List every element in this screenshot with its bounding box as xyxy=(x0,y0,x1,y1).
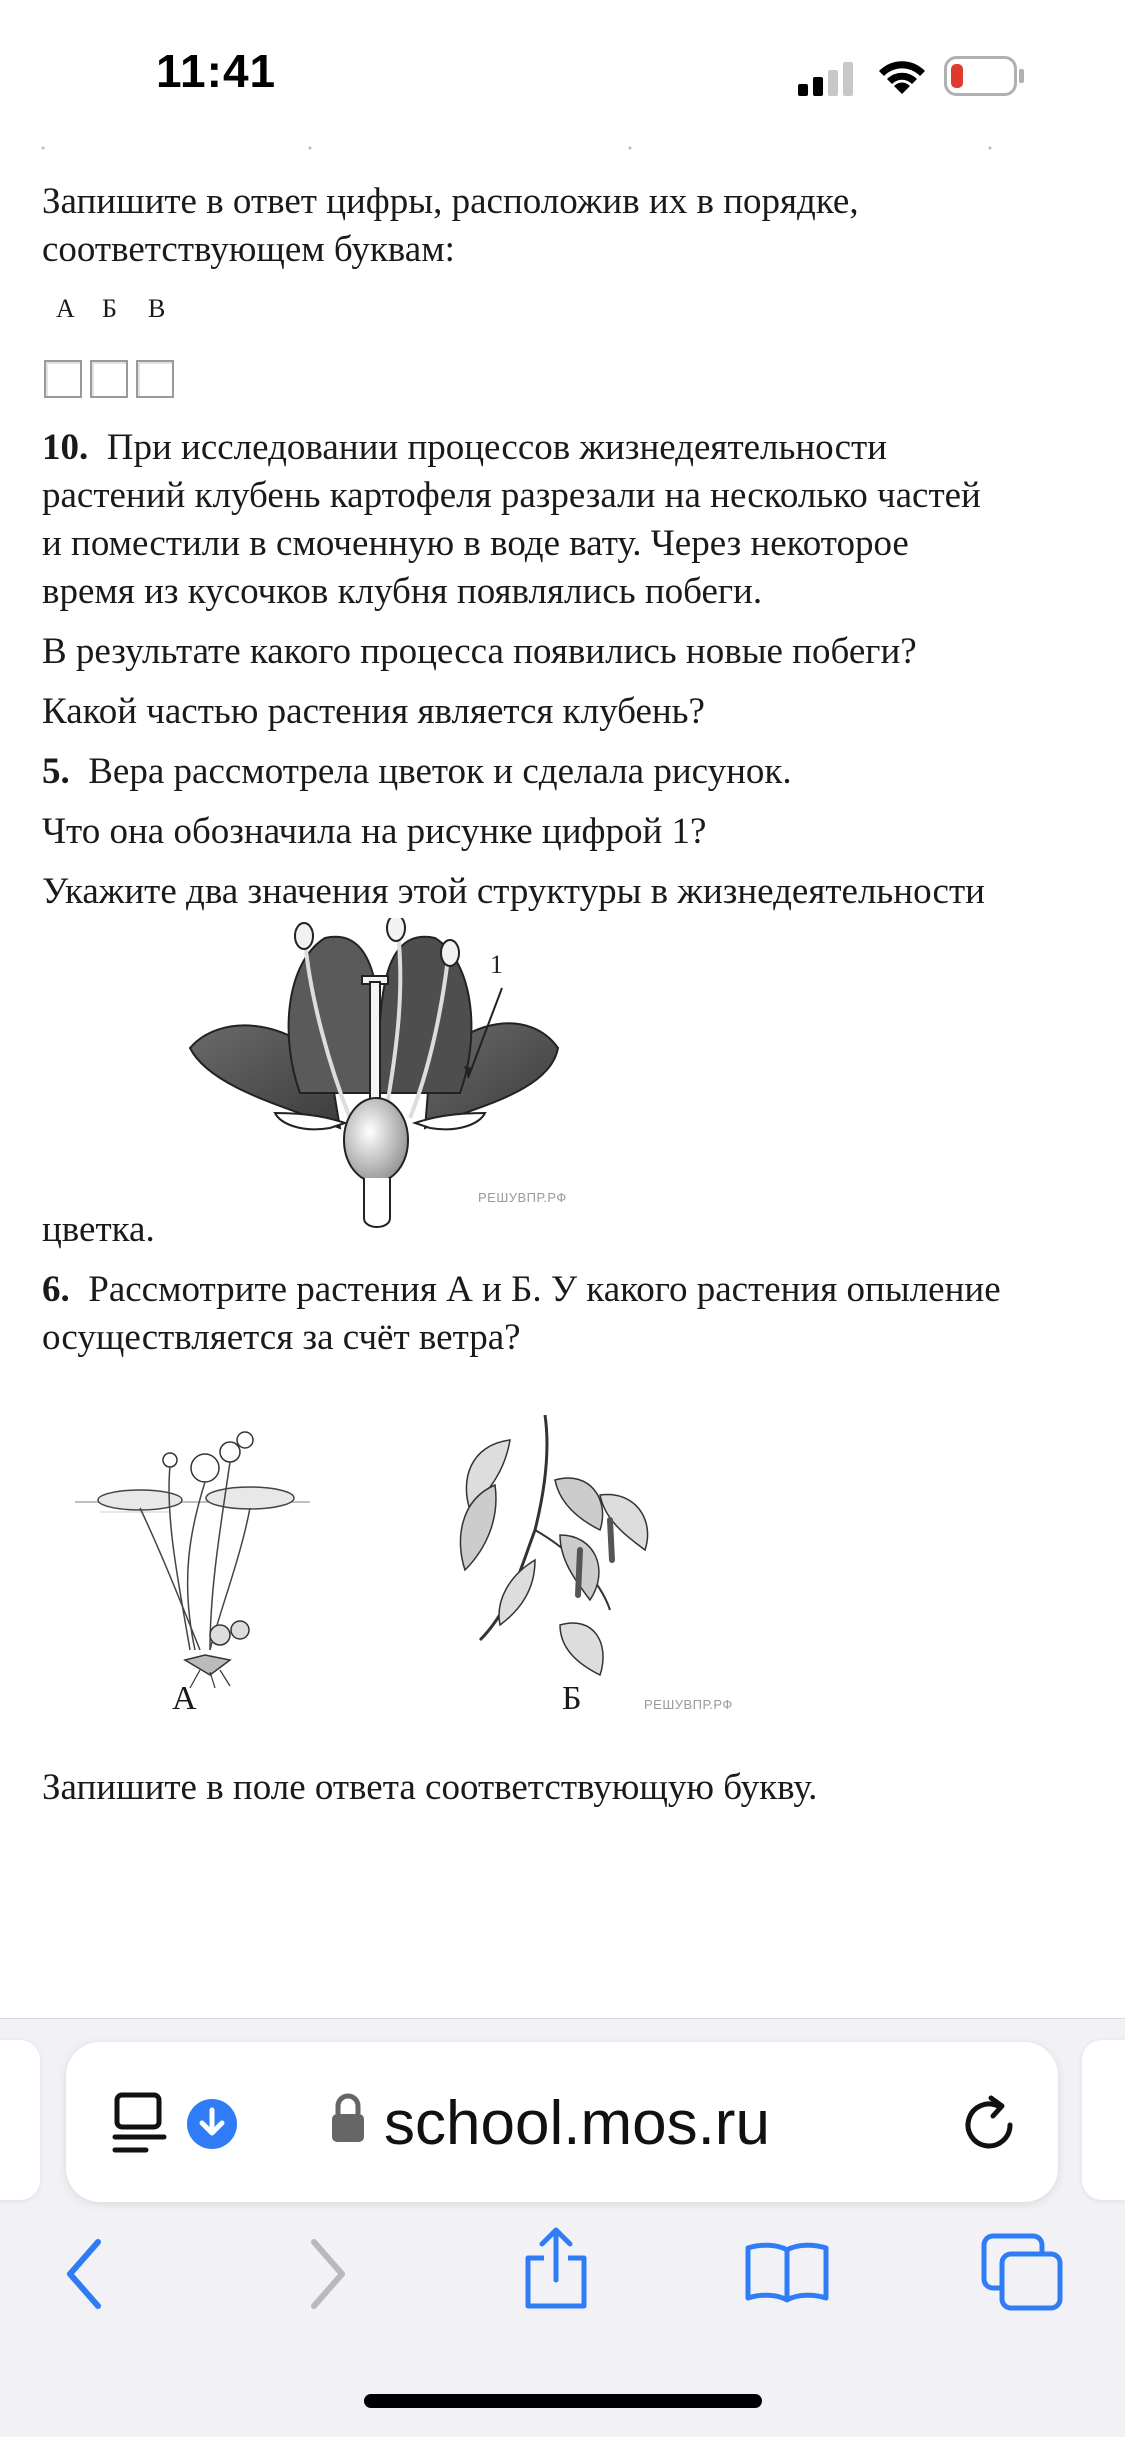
signal-icon xyxy=(798,62,854,96)
q5-question-2-end: цветка. xyxy=(42,1209,155,1250)
battery-low-icon xyxy=(944,56,1026,96)
download-icon[interactable] xyxy=(186,2098,238,2150)
q6-instruction: Запишите в поле ответа соответствующую букву. xyxy=(42,1767,818,1808)
q10-line-4: время из кусочков клубня появлялись побеги. xyxy=(42,571,763,612)
forward-icon[interactable] xyxy=(308,2238,348,2310)
q5-text: 5. Вера рассмотрела цветок и сделала рисунок. xyxy=(42,751,792,792)
answer-letter-b: Б xyxy=(102,294,117,323)
plant-a-waterlily xyxy=(70,1420,330,1690)
ovary xyxy=(344,1098,408,1182)
q5-number: 5. xyxy=(42,751,70,792)
bookmarks-icon[interactable] xyxy=(742,2240,832,2306)
plant-b-birch xyxy=(450,1410,680,1680)
q5-question-1: Что она обозначила на рисунке цифрой 1? xyxy=(42,811,707,852)
home-indicator[interactable] xyxy=(364,2394,762,2408)
answer-letter-a: А xyxy=(56,294,75,323)
previous-tab-peek[interactable] xyxy=(0,2040,40,2200)
answer-letter-v: В xyxy=(148,294,166,323)
wifi-icon xyxy=(876,58,928,96)
page-separator xyxy=(40,146,1040,150)
q5-question-2: Укажите два значения этой структуры в жизнедеятельности xyxy=(42,871,985,912)
watermark-plants: РЕШУВПР.РФ xyxy=(644,1697,733,1712)
q6-line-1: 6. Рассмотрите растения А и Б. У какого растения опыление xyxy=(42,1269,1001,1310)
q10-line-1: 10. При исследовании процессов жизнедеятельности xyxy=(42,427,887,468)
figure-label-1: 1 xyxy=(490,950,503,979)
intro-text-2: соответствующем буквам: xyxy=(42,229,455,270)
lock-icon xyxy=(330,2092,366,2144)
plant-a-label: А xyxy=(172,1680,197,1717)
q6-line-2: осуществляется за счёт ветра? xyxy=(42,1317,521,1358)
q10-number: 10. xyxy=(42,427,89,468)
reload-icon[interactable] xyxy=(958,2094,1020,2156)
intro-text: Запишите в ответ цифры, расположив их в порядке, xyxy=(42,181,859,222)
answer-box-v[interactable] xyxy=(136,360,174,398)
q10-line-2: растений клубень картофеля разрезали на несколько частей xyxy=(42,475,981,516)
back-icon[interactable] xyxy=(64,2238,104,2310)
page-menu-icon[interactable] xyxy=(112,2092,172,2156)
answer-box-a[interactable] xyxy=(44,360,82,398)
q10-question-1: В результате какого процесса появились новые побеги? xyxy=(42,631,917,672)
watermark-flower: РЕШУВПР.РФ xyxy=(478,1190,567,1205)
plant-b-label: Б xyxy=(562,1680,582,1717)
url-text[interactable]: school.mos.ru xyxy=(384,2089,770,2158)
q6-number: 6. xyxy=(42,1269,70,1310)
share-icon[interactable] xyxy=(520,2226,592,2310)
q10-question-2: Какой частью растения является клубень? xyxy=(42,691,705,732)
answer-box-b[interactable] xyxy=(90,360,128,398)
next-tab-peek[interactable] xyxy=(1082,2040,1125,2200)
status-time: 11:41 xyxy=(156,45,277,97)
q10-line-3: и поместили в смоченную в воде вату. Через некоторое xyxy=(42,523,909,564)
answer-letters xyxy=(56,294,194,324)
tabs-icon[interactable] xyxy=(980,2232,1066,2314)
